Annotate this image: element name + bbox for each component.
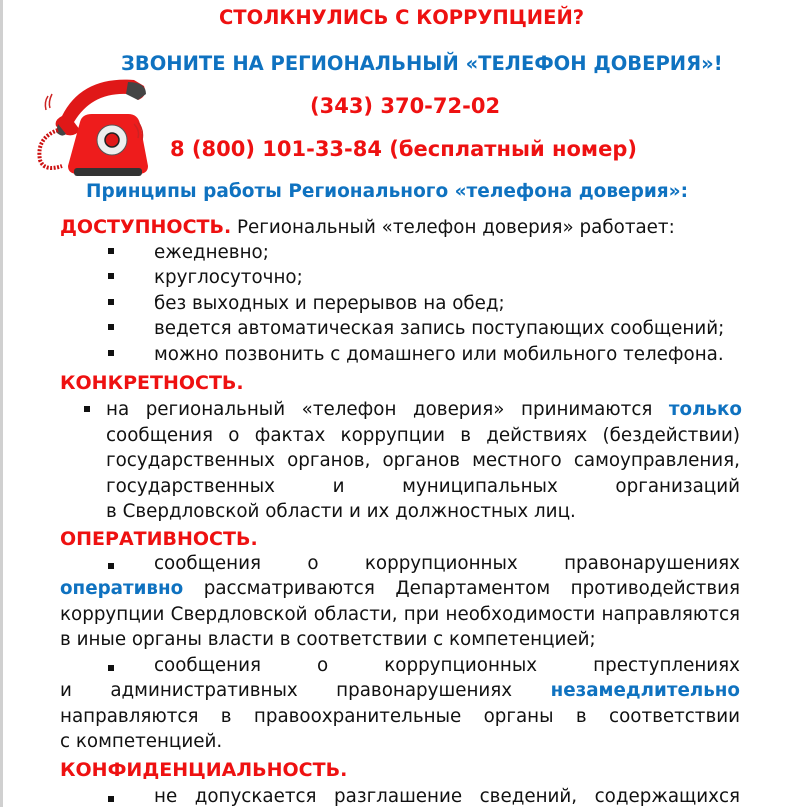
keyword-immediately: незамедлительно	[550, 680, 740, 701]
list-item: без выходных и перерывов на обед;	[108, 293, 505, 314]
section-heading-confidentiality: КОНФИДЕНЦИАЛЬНОСТЬ.	[60, 759, 348, 781]
section-heading-efficiency: ОПЕРАТИВНОСТЬ.	[60, 528, 258, 550]
text-line: на региональный «телефон доверия» принимаются только	[106, 399, 742, 420]
text-line: сообщения о коррупционных правонарушениях	[154, 553, 740, 574]
phone-number-regional: (343) 370-72-02	[310, 94, 501, 118]
text-line: с компетенцией.	[60, 731, 223, 752]
list-item: можно позвонить с домашнего или мобильного телефона.	[108, 344, 724, 365]
list-item	[84, 400, 90, 421]
phone-number-free: 8 (800) 101-33-84 (бесплатный номер)	[170, 137, 637, 161]
keyword-only: только	[668, 399, 742, 420]
square-bullet-icon	[108, 324, 114, 330]
text-line: государственных органов, органов местного самоуправления,	[106, 450, 740, 471]
square-bullet-icon	[108, 796, 114, 802]
text-line: оперативно рассматриваются Департаментом противодействия	[60, 578, 740, 599]
square-bullet-icon	[108, 299, 114, 305]
section-heading-concreteness: КОНКРЕТНОСТЬ.	[60, 372, 244, 394]
square-bullet-icon	[108, 563, 114, 569]
red-rotary-phone-icon	[22, 68, 152, 178]
text-line: в иные органы власти в соответствии с компетенцией;	[60, 629, 596, 650]
principles-title: Принципы работы Регионального «телефона доверия»:	[86, 181, 689, 202]
section-accessibility	[60, 216, 675, 238]
list-item: ежедневно;	[108, 242, 269, 263]
text-line: сообщения о фактах коррупции в действиях (бездействии)	[106, 425, 740, 446]
page-left-border	[0, 0, 3, 807]
text-line: государственных и муниципальных организаций	[106, 476, 740, 497]
page-title: СТОЛКНУЛИСЬ С КОРРУПЦИЕЙ?	[219, 6, 585, 29]
text-line: не допускается разглашение сведений, содержащихся	[154, 786, 740, 807]
text-line: коррупции Свердловской области, при необходимости направляются	[60, 604, 740, 625]
list-item: ведется автоматическая запись поступающих сообщений;	[108, 318, 724, 339]
square-bullet-icon	[84, 406, 90, 412]
keyword-promptly: оперативно	[60, 578, 184, 599]
square-bullet-icon	[108, 273, 114, 279]
square-bullet-icon	[108, 350, 114, 356]
square-bullet-icon	[108, 665, 114, 671]
square-bullet-icon	[108, 248, 114, 254]
text-line: в Свердловской области и их должностных лиц.	[106, 501, 576, 522]
list-item: круглосуточно;	[108, 267, 303, 288]
call-to-action: ЗВОНИТЕ НА РЕГИОНАЛЬНЫЙ «ТЕЛЕФОН ДОВЕРИЯ»!	[121, 52, 723, 75]
section-heading: ДОСТУПНОСТЬ.	[60, 216, 232, 238]
section-intro: Региональный «телефон доверия» работает:	[237, 217, 675, 238]
text-line: сообщения о коррупционных преступлениях	[154, 655, 740, 676]
text-line: направляются в правоохранительные органы в соответствии	[60, 706, 740, 727]
text-line: и административных правонарушениях незамедлительно	[60, 680, 740, 701]
